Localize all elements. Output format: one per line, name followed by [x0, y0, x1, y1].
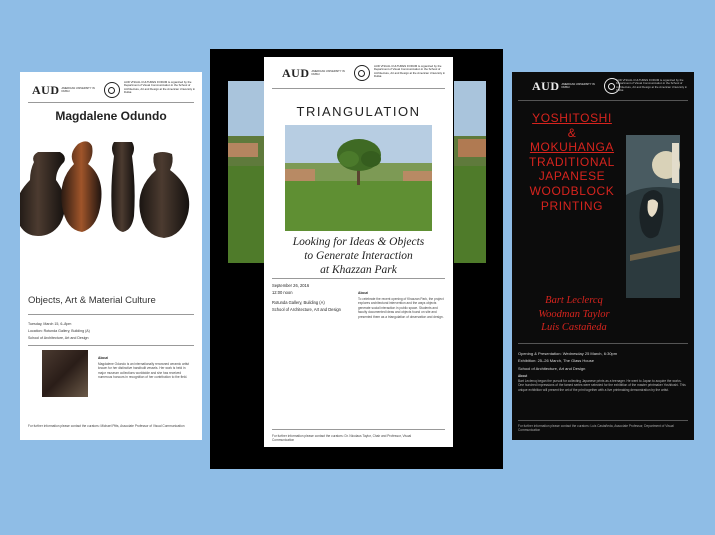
- event-opening: Opening & Presentation: Wednesday 25 March, 6:30pm: [518, 351, 618, 356]
- event-location: Location: Rotunda Gallery, Building (A): [28, 329, 90, 333]
- event-info: [518, 350, 617, 372]
- poster-yoshitoshi: [512, 72, 694, 440]
- aud-subtitle: AMERICAN UNIVERSITY IN DUBAI: [61, 87, 95, 93]
- divider: [518, 343, 688, 344]
- poster-triangulation: [210, 49, 503, 469]
- circle-logo-icon: [354, 65, 370, 81]
- poster-title: Magdalene Odundo: [55, 109, 167, 123]
- event-school: School of Architecture, Art and Design: [28, 336, 89, 340]
- circle-logo-icon: [104, 82, 120, 98]
- poster-title: [518, 111, 626, 213]
- tagline-line: to Generate Interaction: [304, 250, 413, 262]
- aud-subtitle: AMERICAN UNIVERSITY IN DUBAI: [311, 70, 345, 76]
- event-date: September 26, 2016: [272, 283, 310, 288]
- aud-subtitle: AMERICAN UNIVERSITY IN DUBAI: [561, 83, 595, 89]
- title-line: WOODBLOCK: [529, 183, 615, 198]
- about-text: Magdalene Odundo is an internationally renowned ceramic artist known for her distinctive handbuilt vessels. Her work is held in major museum collections worldwide and she has received numerous honours in recognition of her contribution to the field.: [98, 362, 189, 380]
- poster-title: TRIANGULATION: [296, 104, 421, 119]
- ceramic-vessels-image: [20, 132, 202, 262]
- artist-names: [518, 294, 630, 335]
- title-line: TRADITIONAL: [529, 154, 615, 169]
- event-time: 12:00 noon: [272, 289, 293, 295]
- aud-logo: [32, 82, 120, 98]
- event-date: Tuesday, March 15, 6–8pm: [28, 322, 72, 326]
- about-text: To celebrate the recent opening of Khazzan Park, the project explores architectural intervention and the ways objects generate social interaction in public space. Students and faculty documented ideas and objects found on site and presented them as a triangulation of observation and design.: [358, 297, 444, 319]
- title-line: PRINTING: [540, 198, 604, 213]
- khazzan-park-photo: [285, 125, 432, 231]
- poster-tagline: [264, 235, 453, 277]
- divider: [272, 429, 445, 430]
- artist-name: Woodman Taylor: [538, 308, 610, 320]
- divider: [518, 100, 688, 101]
- series-note: AUD VISUAL CULTURES FORUM is organized by the Department of Visual Communication in the School of Architecture, Art and Design at the American University in Dubai.: [124, 80, 196, 95]
- park-photo-right: [454, 81, 486, 263]
- title-line: &: [567, 125, 577, 140]
- poster-footer: For further information please contact the curators: Dr. Nicolaus Taylor, Chair and Professor, Visual Communication: [272, 434, 412, 443]
- aud-mark: AUD: [282, 65, 310, 80]
- title-line: JAPANESE: [538, 169, 606, 184]
- poster-footer: For further information please contact the curators: Michael Pitts, Associate Professor of Visual Communication: [28, 424, 185, 428]
- event-location: Rotunda Gallery, Building (A): [272, 300, 325, 306]
- title-line: YOSHITOSHI: [532, 111, 612, 125]
- divider: [28, 314, 194, 315]
- woodblock-print-image: [626, 135, 680, 298]
- tagline-line: Looking for Ideas & Objects: [292, 236, 425, 248]
- event-info: [272, 283, 341, 313]
- aud-logo: [532, 78, 620, 94]
- about-text: Bart Leclercq began the pursuit for collecting Japanese prints as a teenager. He went to Japan to acquire the works. One hundred impressions of the famed series were selected for the exhibition of the master printmaker Yoshitoshi. This unique exhibition will present the art of the print together with a live printmaking demonstration by the artist.: [518, 379, 686, 392]
- divider: [272, 88, 445, 89]
- divider: [272, 278, 445, 279]
- about-heading: About: [518, 374, 528, 378]
- event-school: School of Architecture, Art and Design: [518, 365, 586, 371]
- divider: [518, 420, 688, 421]
- tagline-line: at Khazzan Park: [320, 264, 397, 276]
- poster-magdalene-odundo: [20, 72, 202, 440]
- artist-name: Luis Castañeda: [541, 322, 607, 333]
- divider: [28, 345, 194, 346]
- divider: [28, 102, 194, 103]
- aud-mark: AUD: [532, 78, 560, 93]
- aud-mark: AUD: [32, 82, 60, 97]
- about-heading: About: [358, 291, 368, 295]
- poster-panel: [264, 57, 453, 447]
- title-line: MOKUHANGA: [529, 140, 615, 155]
- artist-portrait: [42, 350, 88, 397]
- event-school: School of Architecture, Art and Design: [272, 306, 341, 312]
- about-heading: About: [98, 356, 108, 360]
- series-note: AUD VISUAL CULTURES FORUM is organized by the Department of Visual Communication in the School of Architecture, Art and Design at the American University in Dubai.: [374, 64, 446, 79]
- artist-name: Bart Leclercq: [545, 295, 603, 306]
- poster-subtitle: Objects, Art & Material Culture: [28, 295, 156, 306]
- event-info: [28, 321, 90, 342]
- aud-logo: [282, 65, 370, 81]
- series-note: AUD VISUAL CULTURES FORUM is organized by the Department of Visual Communication in the School of Architecture, Art and Design at the American University in Dubai.: [616, 78, 688, 93]
- event-exhibition: Exhibition: 25–26 March, The Glass House: [518, 358, 594, 364]
- poster-footer: For further information please contact the curators: Luis Castañeda, Associate Professor, Department of Visual Communication: [518, 424, 674, 433]
